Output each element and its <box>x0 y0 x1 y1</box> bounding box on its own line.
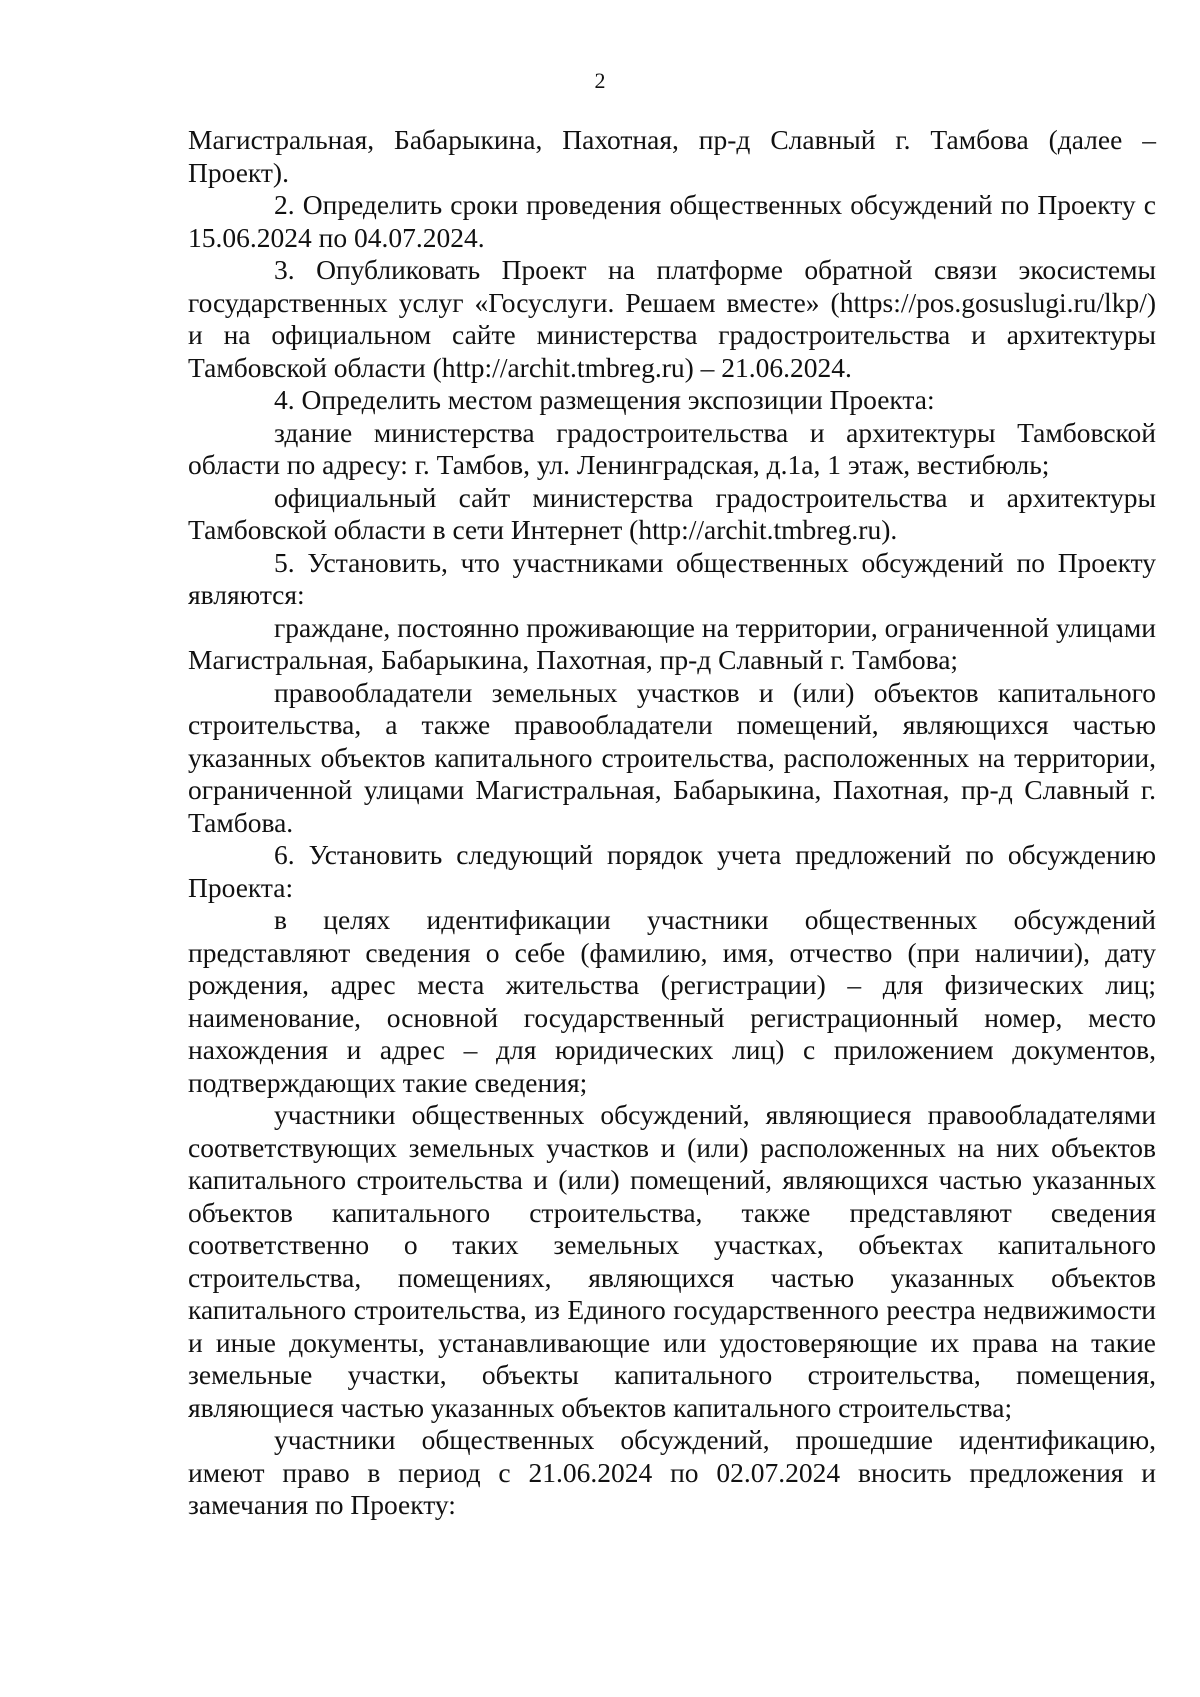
paragraph-participants-owners: правообладатели земельных участков и (или) объектов капитального строительства, а также правообладатели помещений, являющихся частью указанных объектов капитального строительства, расположенных на территории, ограниченной улицами Магистральная, Бабарыкина, Пахотная, пр-д Славный г. Тамбова. <box>188 676 1156 838</box>
paragraph-item-5: 5. Установить, что участниками общественных обсуждений по Проекту являются: <box>188 546 1156 610</box>
paragraph-item-4: 4. Определить местом размещения экспозиции Проекта: <box>274 384 935 415</box>
paragraph-exposition-website: официальный сайт министерства градостроительства и архитектуры Тамбовской области в сети Интернет (http://archit.tmbreg.ru). <box>188 481 1156 545</box>
document-body <box>188 124 1156 1522</box>
paragraph-proposals-period: участники общественных обсуждений, прошедшие идентификацию, имеют право в период с 21.06.2024 по 02.07.2024 вносить предложения и замечания по Проекту: <box>188 1424 1156 1520</box>
paragraph-exposition-building: здание министерства градостроительства и архитектуры Тамбовской области по адресу: г. Тамбов, ул. Ленинградская, д.1а, 1 этаж, вестибюль; <box>188 416 1156 480</box>
paragraph-item-2: 2. Определить сроки проведения общественных обсуждений по Проекту с 15.06.2024 по 04.07.2024. <box>188 189 1156 253</box>
paragraph-continuation: Магистральная, Бабарыкина, Пахотная, пр-д Славный г. Тамбова (далее – Проект). <box>188 124 1156 188</box>
paragraph-item-3: 3. Опубликовать Проект на платформе обратной связи экосистемы государственных услуг «Госуслуги. Решаем вместе» (https://pos.gosuslugi.ru/lkp/) и на официальном сайте министерства градостроительства и архитектуры Тамбовской области (http://archit.tmbreg.ru) – 21.06.2024. <box>188 254 1156 383</box>
page-number: 2 <box>594 68 606 93</box>
paragraph-rights-holders: участники общественных обсуждений, являющиеся правообладателями соответствующих земельных участков и (или) расположенных на них объектов капитального строительства и (или) помещений, являющихся частью указанных объектов капитального строительства, также представляют сведения соответственно о таких земельных участках, объектах капитального строительства, помещениях, являющихся частью указанных объектов капитального строительства, из Единого государственного реестра недвижимости и иные документы, устанавливающие или удостоверяющие их права на такие земельные участки, объекты капитального строительства, помещения, являющиеся частью указанных объектов капитального строительства; <box>188 1099 1156 1423</box>
paragraph-participants-citizens: граждане, постоянно проживающие на территории, ограниченной улицами Магистральная, Бабарыкина, Пахотная, пр-д Славный г. Тамбова; <box>188 611 1156 675</box>
paragraph-item-6: 6. Установить следующий порядок учета предложений по обсуждению Проекта: <box>188 839 1156 903</box>
paragraph-identification: в целях идентификации участники общественных обсуждений представляют сведения о себе (фамилию, имя, отчество (при наличии), дату рождения, адрес места жительства (регистрации) – для физических лиц; наименование, основной государственный регистрационный номер, место нахождения и адрес – для юридических лиц) с приложением документов, подтверждающих такие сведения; <box>188 904 1156 1098</box>
